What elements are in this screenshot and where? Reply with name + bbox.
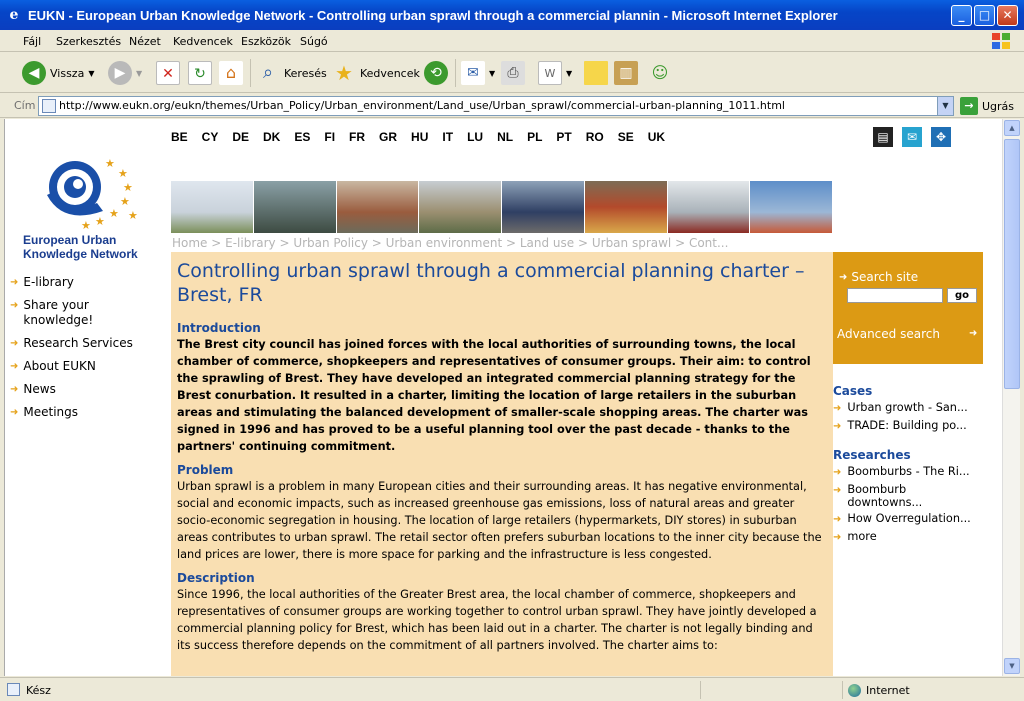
email-page-icon[interactable]: ✉ xyxy=(902,127,922,147)
favorites-button[interactable] xyxy=(332,57,420,89)
lang-cy[interactable]: CY xyxy=(201,130,219,144)
lang-es[interactable]: ES xyxy=(294,130,311,144)
chevron-down-icon: ▼ xyxy=(566,68,573,78)
research-label: Boomburb downtowns... xyxy=(847,483,923,509)
article xyxy=(171,252,833,676)
window-title: EUKN - European Urban Knowledge Network - Controlling urban sprawl through a commercial plannin - Microsoft Internet Explorer xyxy=(28,8,838,23)
stop-button[interactable] xyxy=(156,57,180,89)
advanced-search-link[interactable]: Advanced search xyxy=(837,327,940,341)
messenger-button[interactable] xyxy=(648,57,672,89)
arrow-icon: ➜ xyxy=(10,361,19,372)
chevron-down-icon: ▼ xyxy=(88,68,95,78)
photo-banner xyxy=(171,181,833,233)
menu-bar xyxy=(0,30,1024,52)
lang-fr[interactable]: FR xyxy=(349,130,366,144)
lang-de[interactable]: DE xyxy=(232,130,250,144)
researches-group xyxy=(833,448,993,545)
cases-heading: Cases xyxy=(833,384,873,398)
page-status-icon xyxy=(7,683,20,696)
history-button[interactable] xyxy=(424,57,448,89)
lang-nl[interactable]: NL xyxy=(497,130,514,144)
ie-icon: e xyxy=(9,7,19,23)
minimize-button[interactable]: _ xyxy=(951,5,972,26)
search-label: Keresés xyxy=(284,66,327,80)
lang-lu[interactable]: LU xyxy=(467,130,484,144)
edit-document-icon: W xyxy=(538,61,562,85)
address-url: http://www.eukn.org/eukn/themes/Urban_Policy/Urban_environment/Land_use/Urban_sprawl/commercial-urban-planning_1011.html xyxy=(59,99,785,112)
menu-favorites[interactable]: Kedvencek xyxy=(173,35,233,48)
search-go-button[interactable]: go xyxy=(947,288,977,303)
mail-icon: ✉ xyxy=(461,61,485,85)
status-text: Kész xyxy=(26,684,51,697)
print-page-icon[interactable]: ▤ xyxy=(873,127,893,147)
banner-photo xyxy=(254,181,337,233)
banner-photo xyxy=(585,181,668,233)
arrow-icon: ➜ xyxy=(833,421,842,432)
lang-se[interactable]: SE xyxy=(617,130,634,144)
arrow-icon: ➜ xyxy=(10,338,19,349)
arrow-icon: ➜ xyxy=(10,384,19,395)
lang-ro[interactable]: RO xyxy=(585,130,604,144)
language-bar xyxy=(171,130,665,144)
case-item[interactable] xyxy=(833,401,993,416)
svg-text:★: ★ xyxy=(109,207,119,220)
address-dropdown-button[interactable]: ▼ xyxy=(937,97,953,115)
lang-fi[interactable]: FI xyxy=(324,130,336,144)
go-arrow-icon: → xyxy=(960,97,978,115)
forward-arrow-icon: ▶ xyxy=(108,61,132,85)
description-text: Since 1996, the local authorities of the Greater Brest area, the local chamber of commerce, shopkeepers and representatives of consumer groups are working together to control urban sprawl. They have jointly developed a commercial planning policy for Brest, which has been laid out in a charter. The charter is not legally binding and its success therefore depends on the commitment of all partners involved. The charter aims to: xyxy=(177,588,817,652)
lang-it[interactable]: IT xyxy=(442,130,454,144)
nav-label: Research Services xyxy=(23,336,133,350)
svg-text:★: ★ xyxy=(118,167,128,180)
intro-heading: Introduction xyxy=(177,321,261,335)
banner-photo xyxy=(171,181,254,233)
arrow-icon: ➜ xyxy=(833,514,842,525)
discuss-button[interactable] xyxy=(584,57,608,89)
research-item[interactable] xyxy=(833,483,993,509)
breadcrumb[interactable]: Home > E-library > Urban Policy > Urban environment > Land use > Urban sprawl > Cont... xyxy=(172,236,729,250)
back-arrow-icon: ◀ xyxy=(22,61,46,85)
globe-icon xyxy=(848,684,861,697)
research-label: more xyxy=(847,530,877,543)
note-icon xyxy=(584,61,608,85)
nav-item-e-library[interactable] xyxy=(10,275,160,290)
chevron-down-icon: ▼ xyxy=(136,68,143,78)
case-label: Urban growth - San... xyxy=(847,401,968,414)
back-button[interactable] xyxy=(22,57,94,89)
research-button[interactable] xyxy=(614,57,638,89)
nav-label: Share your knowledge! xyxy=(23,298,94,327)
search-button[interactable] xyxy=(256,57,327,89)
mail-button[interactable] xyxy=(461,57,495,89)
research-label: How Overregulation... xyxy=(847,512,971,525)
nav-item-research-services[interactable] xyxy=(10,336,160,351)
page-icon xyxy=(42,99,56,113)
svg-text:★: ★ xyxy=(128,209,138,222)
scroll-down-icon[interactable]: ▼ xyxy=(1004,658,1020,674)
svg-text:★: ★ xyxy=(95,215,105,228)
banner-photo xyxy=(419,181,502,233)
maximize-button[interactable]: □ xyxy=(974,5,995,26)
sitemap-icon[interactable]: ✥ xyxy=(931,127,951,147)
edit-button[interactable] xyxy=(538,57,572,89)
search-input[interactable] xyxy=(847,288,943,303)
scroll-thumb[interactable] xyxy=(1004,139,1020,389)
arrow-icon: ➜ xyxy=(833,467,842,478)
menu-file[interactable]: Fájl xyxy=(23,35,42,48)
cases-group xyxy=(833,384,993,434)
svg-text:★: ★ xyxy=(81,219,91,232)
problem-text: Urban sprawl is a problem in many European cities and their surrounding areas. It has negative environmental, social and economic impacts, such as increased greenhouse gas emissions, loss of natural areas and greater socio-economic segregation in housing. The location of large retailers (hypermarkets, DIY stores) in suburban areas contributes to urban sprawl. The retail sector often prefers suburban locations to the inner city because the land prices are lower, there is more space for parking and the infrastructure is less congested. xyxy=(177,480,822,561)
eukn-logo[interactable] xyxy=(23,151,153,261)
description-heading: Description xyxy=(177,571,255,585)
svg-text:★: ★ xyxy=(105,157,115,170)
close-button[interactable]: ✕ xyxy=(997,5,1018,26)
case-item[interactable] xyxy=(833,419,993,434)
nav-label: About EUKN xyxy=(23,359,96,373)
address-bar xyxy=(0,94,1024,118)
arrow-icon: ➜ xyxy=(10,300,19,311)
logo-icon xyxy=(23,151,153,233)
page-content xyxy=(4,119,1002,676)
search-label-text: Search site xyxy=(851,270,919,284)
status-bar xyxy=(0,677,1024,701)
research-item[interactable] xyxy=(833,465,993,480)
toolbar xyxy=(0,53,1024,93)
nav-label: E-library xyxy=(23,275,74,289)
arrow-icon: ➜ xyxy=(833,532,842,543)
go-label: Ugrás xyxy=(982,99,1015,113)
title-bar xyxy=(0,0,1024,30)
lang-be[interactable]: BE xyxy=(171,130,188,144)
chevron-down-icon: ▼ xyxy=(489,68,496,78)
logo-text: European Urban Knowledge Network xyxy=(23,233,138,261)
print-button[interactable] xyxy=(501,57,525,89)
refresh-button[interactable] xyxy=(188,57,212,89)
lang-pl[interactable]: PL xyxy=(527,130,543,144)
nav-item-news[interactable] xyxy=(10,382,160,397)
nav-label: News xyxy=(23,382,56,396)
home-icon: ⌂ xyxy=(219,61,243,85)
address-label: Cím xyxy=(14,99,36,112)
intro-text: The Brest city council has joined forces with the local authorities of surrounding towns, the local chamber of commerce, shopkeepers and representatives of consumer groups. Their aim: to control the sprawling of Brest. They have developed an integrated commercial planning strategy for the Brest conurbation. It resulted in a charter, limiting the location of large retailers in the suburban areas and stimulating the balanced development of smaller-scale shopping areas. The charter was signed in 1996 and has proved to be a useful planning tool over the past decade - thanks to the partners' continuing commitment. xyxy=(177,338,811,453)
arrow-icon: ➜ xyxy=(10,407,19,418)
arrow-icon: ➜ xyxy=(833,403,842,414)
address-input[interactable] xyxy=(38,96,954,116)
research-more-link[interactable] xyxy=(833,530,993,545)
menu-help[interactable]: Súgó xyxy=(300,35,328,48)
lang-gr[interactable]: GR xyxy=(379,130,398,144)
forward-button[interactable] xyxy=(108,57,142,89)
svg-text:★: ★ xyxy=(123,181,133,194)
home-button[interactable] xyxy=(219,57,243,89)
svg-text:★: ★ xyxy=(120,195,130,208)
favorites-label: Kedvencek xyxy=(360,66,420,80)
researches-heading: Researches xyxy=(833,448,911,462)
lang-pt[interactable]: PT xyxy=(556,130,572,144)
go-button[interactable] xyxy=(960,97,1014,115)
banner-photo xyxy=(668,181,751,233)
windows-logo-icon xyxy=(988,31,1014,51)
arrow-icon: ➜ xyxy=(839,272,848,283)
page-title: Controlling urban sprawl through a commercial planning charter – Brest, FR xyxy=(177,260,805,306)
banner-photo xyxy=(502,181,585,233)
banner-photo xyxy=(337,181,420,233)
star-icon: ★ xyxy=(335,61,353,85)
messenger-icon: ☺ xyxy=(651,63,669,82)
research-item[interactable] xyxy=(833,512,993,527)
menu-view[interactable]: Nézet xyxy=(129,35,161,48)
refresh-icon: ↻ xyxy=(188,61,212,85)
related-links xyxy=(833,384,993,559)
back-label: Vissza xyxy=(50,66,85,80)
lang-uk[interactable]: UK xyxy=(647,130,666,144)
history-icon: ⟲ xyxy=(424,61,448,85)
research-icon: ▥ xyxy=(614,61,638,85)
scroll-up-icon[interactable]: ▲ xyxy=(1004,120,1020,136)
case-label: TRADE: Building po... xyxy=(847,419,967,432)
lang-dk[interactable]: DK xyxy=(263,130,281,144)
menu-tools[interactable]: Eszközök xyxy=(241,35,292,48)
research-label: Boomburbs - The Ri... xyxy=(847,465,970,478)
print-icon: ⎙ xyxy=(501,61,525,85)
search-box xyxy=(833,252,983,364)
nav-label: Meetings xyxy=(23,405,79,419)
arrow-icon: ➜ xyxy=(969,328,978,339)
search-site-label xyxy=(839,270,918,285)
lang-hu[interactable]: HU xyxy=(411,130,429,144)
left-navigation xyxy=(10,275,160,428)
search-icon: ⌕ xyxy=(262,62,274,83)
arrow-icon: ➜ xyxy=(833,485,842,496)
nav-item-about[interactable] xyxy=(10,359,160,374)
problem-heading: Problem xyxy=(177,463,234,477)
stop-icon: ✕ xyxy=(156,61,180,85)
page-tools xyxy=(873,127,951,147)
zone-label: Internet xyxy=(866,684,910,697)
nav-item-meetings[interactable] xyxy=(10,405,160,420)
menu-edit[interactable]: Szerkesztés xyxy=(56,35,122,48)
nav-item-share[interactable] xyxy=(10,298,160,328)
banner-photo xyxy=(750,181,833,233)
vertical-scrollbar[interactable] xyxy=(1002,119,1020,676)
security-zone xyxy=(848,684,910,697)
arrow-icon: ➜ xyxy=(10,277,19,288)
